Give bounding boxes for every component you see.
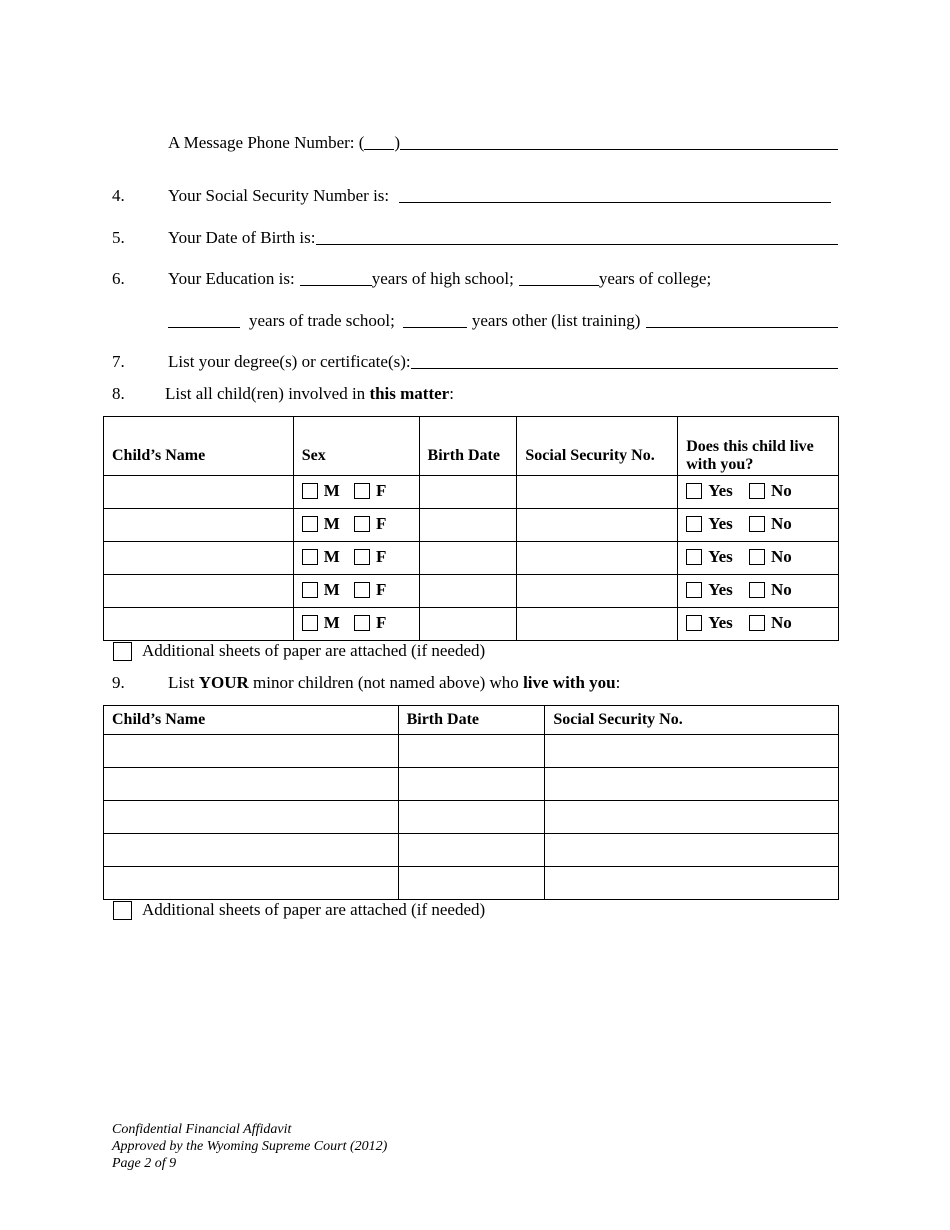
- female-option[interactable]: [354, 514, 386, 534]
- child-name-cell[interactable]: [104, 542, 294, 575]
- male-label: M: [323, 513, 340, 533]
- header-ssn: Social Security No.: [545, 706, 839, 735]
- lives-with-cell: [678, 575, 839, 608]
- child-name-cell[interactable]: [104, 608, 294, 641]
- ssn-line: [168, 186, 831, 206]
- message-phone-label: A Message Phone Number: (: [168, 133, 365, 152]
- no-label: No: [771, 612, 792, 632]
- ssn-cell[interactable]: [545, 834, 839, 867]
- minor-children-heading: [168, 673, 620, 693]
- birth-date-cell[interactable]: [398, 801, 545, 834]
- other-years-field[interactable]: [403, 327, 467, 328]
- yes-checkbox[interactable]: [686, 483, 702, 499]
- birth-date-cell[interactable]: [419, 608, 517, 641]
- yes-checkbox[interactable]: [686, 516, 702, 532]
- college-label: years of college;: [598, 269, 712, 288]
- female-checkbox[interactable]: [354, 582, 370, 598]
- table-row: [104, 834, 839, 867]
- child-name-cell[interactable]: [104, 575, 294, 608]
- yes-option[interactable]: [686, 580, 733, 600]
- yes-label: Yes: [708, 612, 733, 632]
- male-label: M: [323, 546, 340, 566]
- male-label: M: [323, 480, 340, 500]
- child-name-cell[interactable]: [104, 801, 399, 834]
- female-checkbox[interactable]: [354, 615, 370, 631]
- no-checkbox[interactable]: [749, 615, 765, 631]
- item-8-text: List all child(ren) involved in: [165, 384, 370, 403]
- minor-children-table: [103, 705, 839, 900]
- header-childs-name: Child’s Name: [104, 706, 399, 735]
- table-row: [104, 735, 839, 768]
- yes-option[interactable]: [686, 514, 733, 534]
- child-name-cell[interactable]: [104, 867, 399, 900]
- male-checkbox[interactable]: [302, 549, 318, 565]
- male-label: M: [323, 612, 340, 632]
- education-label: Your Education is:: [168, 269, 295, 288]
- yes-label: Yes: [708, 579, 733, 599]
- item-5-number: 5.: [112, 228, 125, 247]
- children-matter-heading: [165, 384, 454, 404]
- table-header-row: [104, 417, 839, 476]
- male-option[interactable]: [302, 481, 340, 501]
- header-birth-date: Birth Date: [419, 417, 517, 476]
- no-checkbox[interactable]: [749, 483, 765, 499]
- male-checkbox[interactable]: [302, 582, 318, 598]
- male-checkbox[interactable]: [302, 615, 318, 631]
- additional-sheets-checkbox[interactable]: [113, 642, 132, 661]
- sex-cell: [293, 542, 419, 575]
- ssn-cell[interactable]: [545, 867, 839, 900]
- table-row: [104, 476, 839, 509]
- ssn-cell[interactable]: [517, 476, 678, 509]
- footer: [112, 1121, 387, 1172]
- ssn-cell[interactable]: [545, 735, 839, 768]
- no-label: No: [771, 546, 792, 566]
- female-checkbox[interactable]: [354, 549, 370, 565]
- high-school-years-field[interactable]: [300, 285, 372, 286]
- birth-date-cell[interactable]: [419, 575, 517, 608]
- female-label: F: [375, 546, 387, 566]
- ssn-cell[interactable]: [545, 801, 839, 834]
- item-8-emphasis: this matter: [369, 384, 450, 403]
- dob-field[interactable]: [316, 244, 839, 245]
- trade-school-years-field[interactable]: [168, 327, 240, 328]
- no-checkbox[interactable]: [749, 549, 765, 565]
- child-name-cell[interactable]: [104, 834, 399, 867]
- other-training-field[interactable]: [646, 327, 838, 328]
- male-label: M: [323, 579, 340, 599]
- yes-option[interactable]: [686, 481, 733, 501]
- item-9-number: 9.: [112, 673, 125, 692]
- ssn-cell[interactable]: [517, 509, 678, 542]
- female-option[interactable]: [354, 613, 386, 633]
- header-ssn: Social Security No.: [517, 417, 678, 476]
- sex-cell: [293, 575, 419, 608]
- dob-line: [168, 228, 838, 248]
- lives-with-cell: [678, 608, 839, 641]
- male-option[interactable]: [302, 514, 340, 534]
- birth-date-cell[interactable]: [398, 867, 545, 900]
- additional-sheets-row-1: [113, 641, 485, 661]
- item-4-number: 4.: [112, 186, 125, 205]
- yes-label: Yes: [708, 546, 733, 566]
- table-row: [104, 867, 839, 900]
- yes-option[interactable]: [686, 547, 733, 567]
- birth-date-cell[interactable]: [419, 542, 517, 575]
- female-checkbox[interactable]: [354, 516, 370, 532]
- table-header-row: [104, 706, 839, 735]
- male-option[interactable]: [302, 580, 340, 600]
- degrees-field[interactable]: [411, 368, 838, 369]
- additional-sheets-checkbox[interactable]: [113, 901, 132, 920]
- header-lives-with-you: Does this child live with you?: [678, 417, 839, 476]
- lives-with-cell: [678, 476, 839, 509]
- birth-date-cell[interactable]: [398, 768, 545, 801]
- yes-checkbox[interactable]: [686, 582, 702, 598]
- degrees-line: [168, 352, 838, 372]
- yes-label: Yes: [708, 513, 733, 533]
- yes-label: Yes: [708, 480, 733, 500]
- child-name-cell[interactable]: [104, 509, 294, 542]
- item-8-number: 8.: [112, 384, 125, 403]
- additional-sheets-label: Additional sheets of paper are attached (if needed): [142, 641, 486, 660]
- no-label: No: [771, 579, 792, 599]
- female-option[interactable]: [354, 580, 386, 600]
- no-option[interactable]: [749, 613, 792, 633]
- header-sex: Sex: [293, 417, 419, 476]
- lives-with-cell: [678, 509, 839, 542]
- item-7-number: 7.: [112, 352, 125, 371]
- other-training-label: years other (list training): [471, 311, 641, 330]
- item-9-text-a: List: [168, 673, 199, 692]
- ssn-label: Your Social Security Number is:: [168, 186, 390, 205]
- area-code-field[interactable]: [364, 149, 394, 150]
- female-checkbox[interactable]: [354, 483, 370, 499]
- message-phone-line: [168, 133, 838, 153]
- footer-approval: Approved by the Wyoming Supreme Court (2012): [112, 1139, 388, 1154]
- sex-cell: [293, 476, 419, 509]
- ssn-cell[interactable]: [545, 768, 839, 801]
- no-option[interactable]: [749, 514, 792, 534]
- sex-cell: [293, 509, 419, 542]
- female-label: F: [375, 513, 387, 533]
- no-label: No: [771, 480, 792, 500]
- table-row: [104, 575, 839, 608]
- education-line-1: [168, 269, 711, 289]
- message-phone-close-paren: ): [394, 133, 401, 152]
- male-option[interactable]: [302, 547, 340, 567]
- birth-date-cell[interactable]: [419, 509, 517, 542]
- child-name-cell[interactable]: [104, 735, 399, 768]
- birth-date-cell[interactable]: [419, 476, 517, 509]
- header-birth-date: Birth Date: [398, 706, 545, 735]
- female-label: F: [375, 480, 387, 500]
- no-option[interactable]: [749, 580, 792, 600]
- lives-with-cell: [678, 542, 839, 575]
- ssn-field[interactable]: [399, 202, 831, 203]
- table-row: [104, 509, 839, 542]
- birth-date-cell[interactable]: [398, 735, 545, 768]
- table-row: [104, 801, 839, 834]
- table-row: [104, 768, 839, 801]
- child-name-cell[interactable]: [104, 768, 399, 801]
- high-school-label: years of high school;: [371, 269, 514, 288]
- female-label: F: [375, 579, 387, 599]
- female-option[interactable]: [354, 481, 386, 501]
- message-phone-field[interactable]: [400, 149, 838, 150]
- education-line-2: [168, 311, 838, 331]
- yes-checkbox[interactable]: [686, 549, 702, 565]
- item-6-number: 6.: [112, 269, 125, 288]
- footer-form-title: Confidential Financial Affidavit: [112, 1122, 292, 1137]
- female-label: F: [375, 612, 387, 632]
- children-matter-table: [103, 416, 839, 641]
- header-childs-name: Child’s Name: [104, 417, 294, 476]
- female-option[interactable]: [354, 547, 386, 567]
- table-row: [104, 608, 839, 641]
- additional-sheets-row-2: [113, 900, 485, 920]
- dob-label: Your Date of Birth is:: [168, 228, 316, 247]
- additional-sheets-label: Additional sheets of paper are attached (if needed): [142, 900, 486, 919]
- no-option[interactable]: [749, 481, 792, 501]
- degrees-label: List your degree(s) or certificate(s):: [168, 352, 411, 371]
- yes-checkbox[interactable]: [686, 615, 702, 631]
- item-8-colon: :: [449, 384, 454, 403]
- item-9-colon: :: [615, 673, 621, 692]
- sex-cell: [293, 608, 419, 641]
- item-9-text-b: minor children (not named above) who: [248, 673, 524, 692]
- no-checkbox[interactable]: [749, 582, 765, 598]
- male-checkbox[interactable]: [302, 483, 318, 499]
- no-option[interactable]: [749, 547, 792, 567]
- footer-page-number: Page 2 of 9: [112, 1156, 177, 1171]
- ssn-cell[interactable]: [517, 575, 678, 608]
- college-years-field[interactable]: [519, 285, 599, 286]
- no-checkbox[interactable]: [749, 516, 765, 532]
- item-9-emphasis-your: YOUR: [198, 673, 249, 692]
- trade-school-label: years of trade school;: [249, 311, 395, 330]
- no-label: No: [771, 513, 792, 533]
- child-name-cell[interactable]: [104, 476, 294, 509]
- item-9-emphasis-live: live with you: [523, 673, 616, 692]
- ssn-cell[interactable]: [517, 608, 678, 641]
- birth-date-cell[interactable]: [398, 834, 545, 867]
- male-option[interactable]: [302, 613, 340, 633]
- male-checkbox[interactable]: [302, 516, 318, 532]
- yes-option[interactable]: [686, 613, 733, 633]
- ssn-cell[interactable]: [517, 542, 678, 575]
- table-row: [104, 542, 839, 575]
